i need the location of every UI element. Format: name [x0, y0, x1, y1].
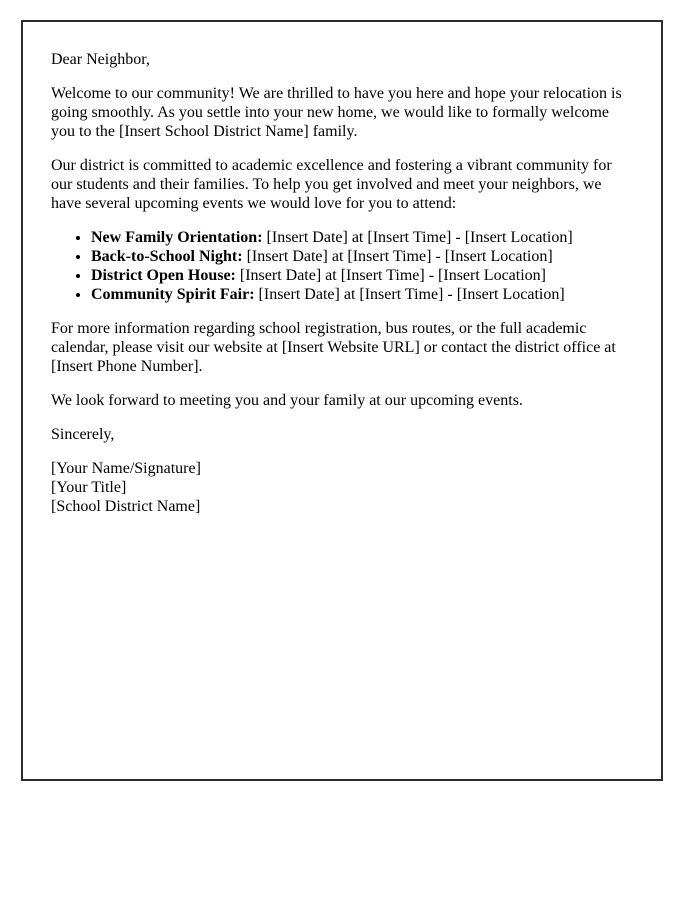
event-details: [Insert Date] at [Insert Time] - [Insert Location] [246, 248, 553, 265]
signature-title: [Your Title] [51, 479, 127, 496]
signature-name: [Your Name/Signature] [51, 460, 201, 477]
paragraph-closing: We look forward to meeting you and your family at our upcoming events. [51, 392, 523, 409]
signature-district: [School District Name] [51, 498, 201, 515]
event-name: District Open House: [91, 267, 236, 284]
event-item-back-to-school-night [91, 247, 633, 266]
event-details: [Insert Date] at [Insert Time] - [Insert Location] [266, 229, 573, 246]
paragraph-welcome: Welcome to our community! We are thrilled to have you here and hope your relocation is going smoothly. As you settle into your new home, we would like to formally welcome you to the [Insert School District Name] family. [51, 85, 622, 140]
events-list [51, 228, 633, 304]
event-item-new-family-orientation [91, 228, 633, 247]
signoff: Sincerely, [51, 426, 115, 443]
event-item-district-open-house [91, 266, 633, 285]
letter-page [21, 20, 663, 781]
signature-block [51, 459, 633, 516]
paragraph-district: Our district is committed to academic excellence and fostering a vibrant community for our students and their families. To help you get involved and meet your neighbors, we have several upcoming events we would love for you to attend: [51, 157, 612, 212]
event-name: Back-to-School Night: [91, 248, 243, 265]
event-name: New Family Orientation: [91, 229, 263, 246]
event-details: [Insert Date] at [Insert Time] - [Insert Location] [239, 267, 546, 284]
event-name: Community Spirit Fair: [91, 286, 255, 303]
salutation: Dear Neighbor, [51, 51, 150, 68]
paragraph-more-info: For more information regarding school registration, bus routes, or the full academic calendar, please visit our website at [Insert Website URL] or contact the district office at [Insert Phone Number]. [51, 320, 616, 375]
event-item-community-spirit-fair [91, 285, 633, 304]
event-details: [Insert Date] at [Insert Time] - [Insert Location] [258, 286, 565, 303]
